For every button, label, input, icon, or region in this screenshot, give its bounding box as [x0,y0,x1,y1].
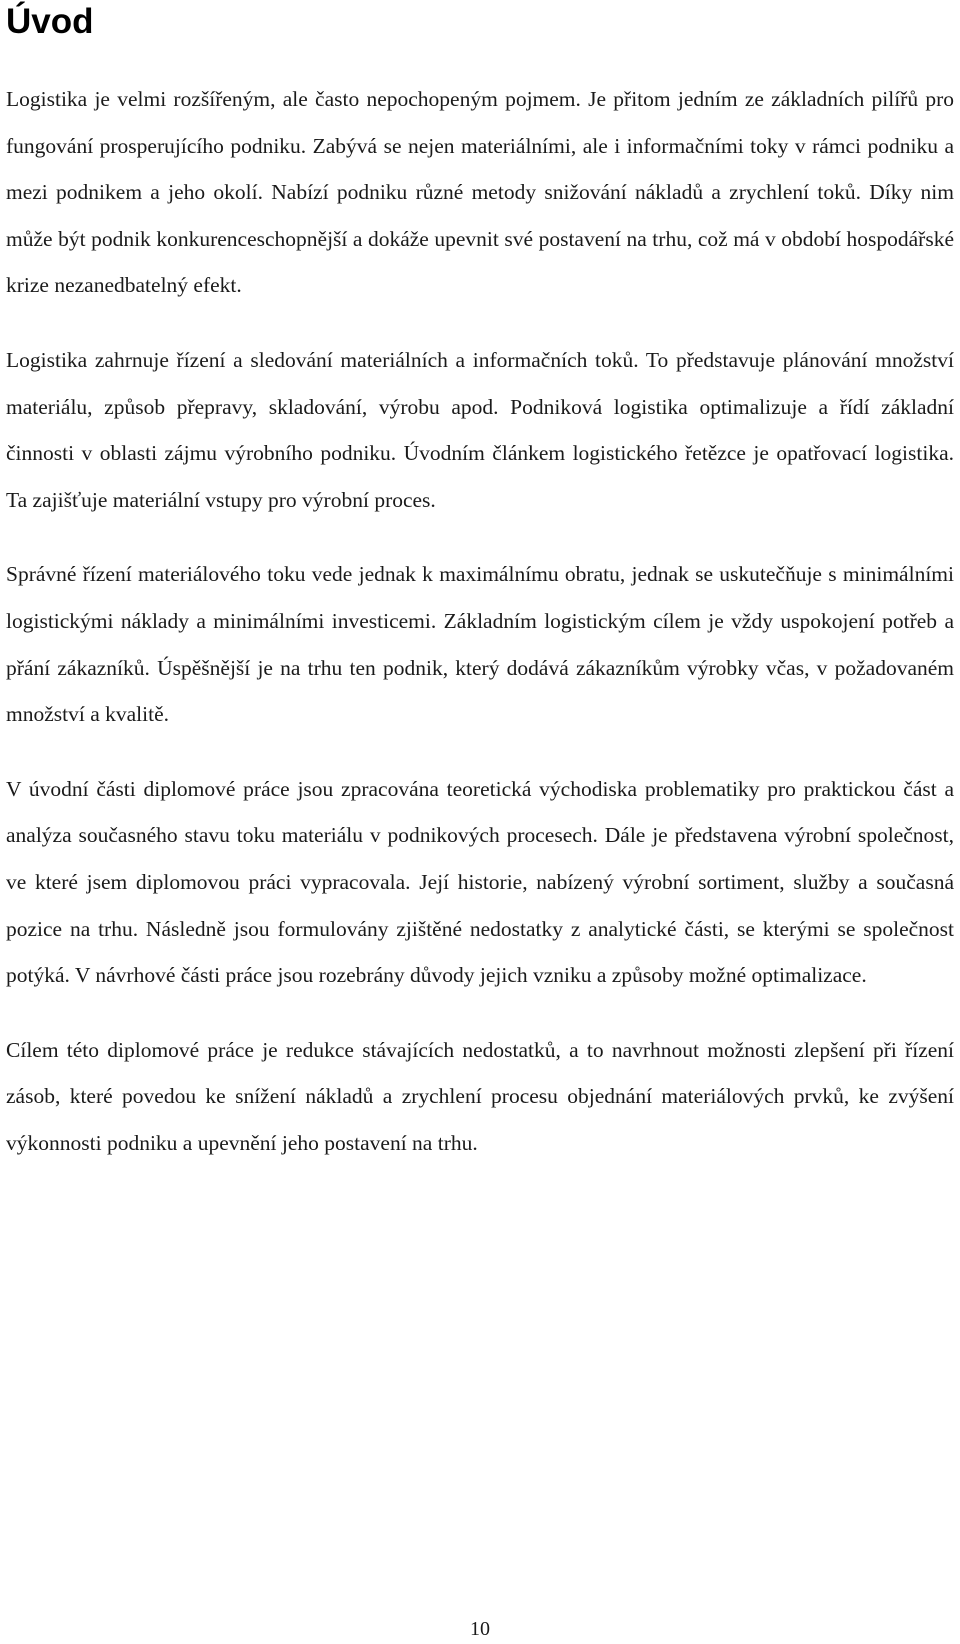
paragraph-intro: Logistika je velmi rozšířeným, ale často nepochopeným pojmem. Je přitom jedním ze základních pilířů pro fungování prosperujícího podniku. Zabývá se nejen materiálními, ale i informačními toky v rámci podniku a mezi podnikem a jeho okolí. Nabízí podniku různé metody snižování nákladů a zrychlení toků. Díky nim může být podnik konkurenceschopnější a dokáže upevnit své postavení na trhu, což má v období hospodářské krize nezanedbatelný efekt. [6,87,954,298]
document-page [6,0,954,1640]
paragraph-thesis-structure: V úvodní části diplomové práce jsou zpracována teoretická východiska problematiky pro praktickou část a analýza současného stavu toku materiálu v podnikových procesech. Dále je představena výrobní společnost, ve které jsem diplomovou práci vypracovala. Její historie, nabízený výrobní sortiment, služby a současná pozice na trhu. Následně jsou formulovány zjištěné nedostatky z analytické části, se kterými se společnost potýká. V návrhové části práce jsou rozebrány důvody jejich vzniku a způsoby možné optimalizace. [6,776,954,988]
paragraph-thesis-goal: Cílem této diplomové práce je redukce stávajících nedostatků, a to navrhnout možnosti zlepšení při řízení zásob, které povedou ke snížení nákladů a zrychlení procesu objednání materiálových prvků, ke zvýšení výkonnosti podniku a upevnění jeho postavení na trhu. [6,1037,954,1155]
chapter-heading: Úvod [6,2,94,41]
paragraph-material-flow: Správné řízení materiálového toku vede jednak k maximálnímu obratu, jednak se uskutečňuje s minimálními logistickými náklady a minimálními investicemi. Základním logistickým cílem je vždy uspokojení potřeb a přání zákazníků. Úspěšnější je na trhu ten podnik, který dodává zákazníkům výrobky včas, v požadovaném množství a kvalitě. [6,562,954,727]
page-number: 10 [470,1618,490,1640]
paragraph-logistics-scope: Logistika zahrnuje řízení a sledování materiálních a informačních toků. To představuje plánování množství materiálu, způsob přepravy, skladování, výrobu apod. Podniková logistika optimalizuje a řídí základní činnosti v oblasti zájmu výrobního podniku. Úvodním článkem logistického řetězce je opatřovací logistika. Ta zajišťuje materiální vstupy pro výrobní proces. [6,347,954,512]
